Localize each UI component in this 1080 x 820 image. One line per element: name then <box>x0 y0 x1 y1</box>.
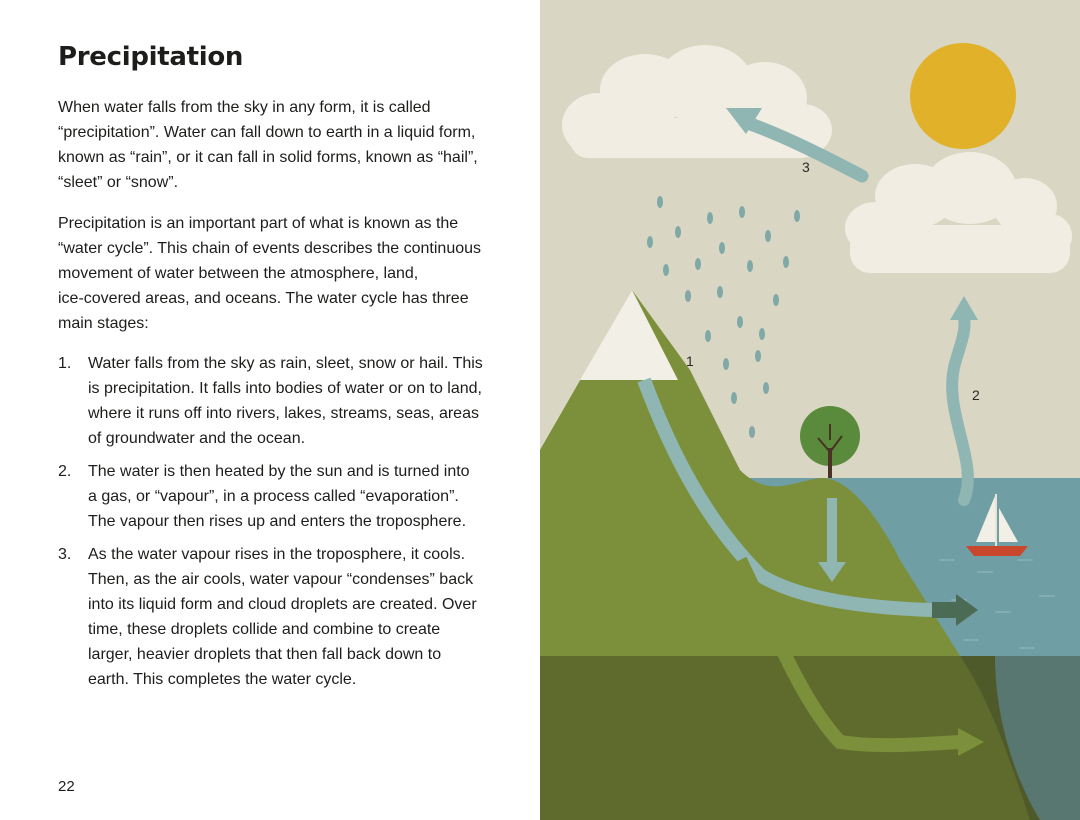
text-line: “water cycle”. This chain of events describes the continuous <box>58 240 482 257</box>
water-cycle-paragraph <box>58 211 488 336</box>
stage-number: 2. <box>58 463 72 480</box>
text-line: ice-covered areas, and oceans. The water cycle has three <box>58 290 469 307</box>
stage-1-label: 1 <box>686 353 694 369</box>
stage-text <box>88 542 498 692</box>
page-title: Precipitation <box>58 42 244 72</box>
text-line: earth. This completes the water cycle. <box>88 671 357 688</box>
text-line: into its liquid form and cloud droplets are created. Over <box>88 596 477 613</box>
text-line: movement of water between the atmosphere, land, <box>58 265 419 282</box>
text-line: Then, as the air cools, water vapour “condenses” back <box>88 571 474 588</box>
text-line: The water is then heated by the sun and is turned into <box>88 463 470 480</box>
stage-text <box>88 351 498 451</box>
sun-icon <box>910 43 1016 149</box>
intro-paragraph <box>58 95 488 195</box>
text-line: of groundwater and the ocean. <box>88 430 306 447</box>
text-line: Water falls from the sky as rain, sleet, snow or hail. This <box>88 355 483 372</box>
text-line: main stages: <box>58 315 149 332</box>
text-line: “precipitation”. Water can fall down to earth in a liquid form, <box>58 124 476 141</box>
stage-number: 3. <box>58 546 72 563</box>
text-line: The vapour then rises up and enters the troposphere. <box>88 513 467 530</box>
stage-2-label: 2 <box>972 387 980 403</box>
text-line: time, these droplets collide and combine to create <box>88 621 441 638</box>
text-line: “sleet” or “snow”. <box>58 174 179 191</box>
text-line: When water falls from the sky in any form, it is called <box>58 99 431 116</box>
water-cycle-illustration <box>540 0 1080 820</box>
text-line: is precipitation. It falls into bodies of water or on to land, <box>88 380 482 397</box>
text-line: larger, heavier droplets that then fall back down to <box>88 646 442 663</box>
text-line: known as “rain”, or it can fall in solid forms, known as “hail”, <box>58 149 478 166</box>
stage-3-label: 3 <box>802 159 810 175</box>
stage-number: 1. <box>58 355 72 372</box>
text-line: where it runs off into rivers, lakes, streams, seas, areas <box>88 405 479 422</box>
stage-text <box>88 459 498 534</box>
page-number: 22 <box>58 778 75 795</box>
text-line: a gas, or “vapour”, in a process called “evaporation”. <box>88 488 459 505</box>
text-line: As the water vapour rises in the troposphere, it cools. <box>88 546 466 563</box>
text-line: Precipitation is an important part of what is known as the <box>58 215 459 232</box>
